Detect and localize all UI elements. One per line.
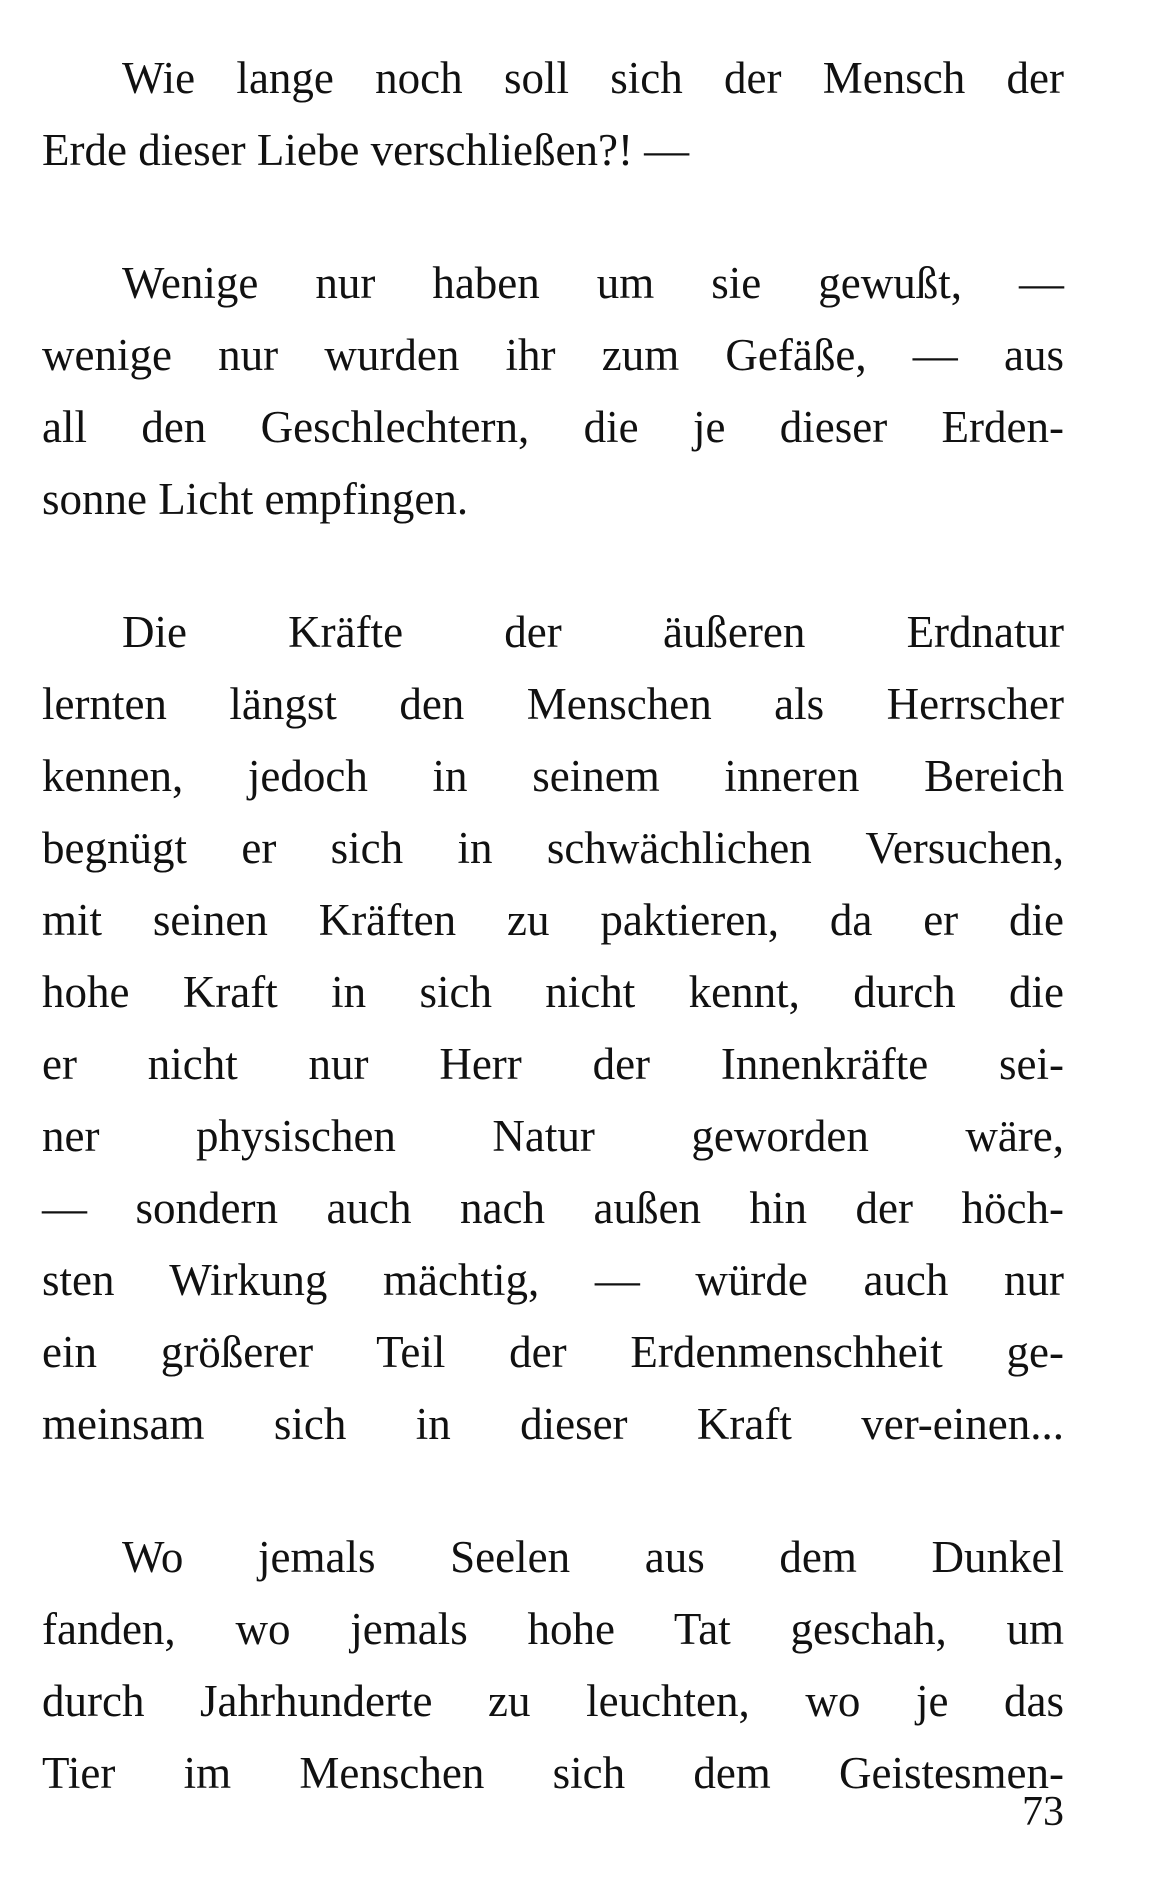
text-line: Erde dieser Liebe verschließen?! — — [42, 125, 690, 175]
text-line: sten Wirkung mächtig, — würde auch nur — [42, 1255, 1064, 1305]
text-line: wenige nur wurden ihr zum Gefäße, — aus — [42, 330, 1064, 380]
text-line: Wie lange noch soll sich der Mensch der — [122, 53, 1064, 103]
text-line: fanden, wo jemals hohe Tat geschah, um — [42, 1604, 1064, 1654]
text-line: ein größerer Teil der Erdenmenschheit ge- — [42, 1327, 1064, 1377]
text-line: mit seinen Kräften zu paktieren, da er die — [42, 895, 1064, 945]
page-number: 73 — [1022, 1789, 1064, 1835]
text-line: sonne Licht empfingen. — [42, 474, 469, 524]
paragraph-4 — [42, 1521, 1064, 1809]
paragraph-2 — [42, 247, 1064, 535]
text-line: hohe Kraft in sich nicht kennt, durch die — [42, 967, 1064, 1017]
text-line: all den Geschlechtern, die je dieser Erden- — [42, 402, 1064, 452]
text-line: Wenige nur haben um sie gewußt, — — [122, 258, 1064, 308]
text-line: Die Kräfte der äußeren Erdnatur — [122, 607, 1064, 657]
paragraph-1 — [42, 42, 1064, 186]
text-line: — sondern auch nach außen hin der höch- — [42, 1183, 1064, 1233]
text-line: er nicht nur Herr der Innenkräfte sei- — [42, 1039, 1064, 1089]
text-line: Wo jemals Seelen aus dem Dunkel — [122, 1532, 1064, 1582]
text-line: kennen, jedoch in seinem inneren Bereich — [42, 751, 1064, 801]
text-line: lernten längst den Menschen als Herrscher — [42, 679, 1064, 729]
text-line: durch Jahrhunderte zu leuchten, wo je das — [42, 1676, 1064, 1726]
text-line: ner physischen Natur geworden wäre, — [42, 1111, 1064, 1161]
text-line: begnügt er sich in schwächlichen Versuchen, — [42, 823, 1064, 873]
text-line: meinsam sich in dieser Kraft ver-einen... — [42, 1399, 1064, 1449]
paragraph-3 — [42, 596, 1064, 1460]
text-line: Tier im Menschen sich dem Geistesmen- — [42, 1748, 1064, 1798]
book-page — [42, 42, 1064, 1870]
